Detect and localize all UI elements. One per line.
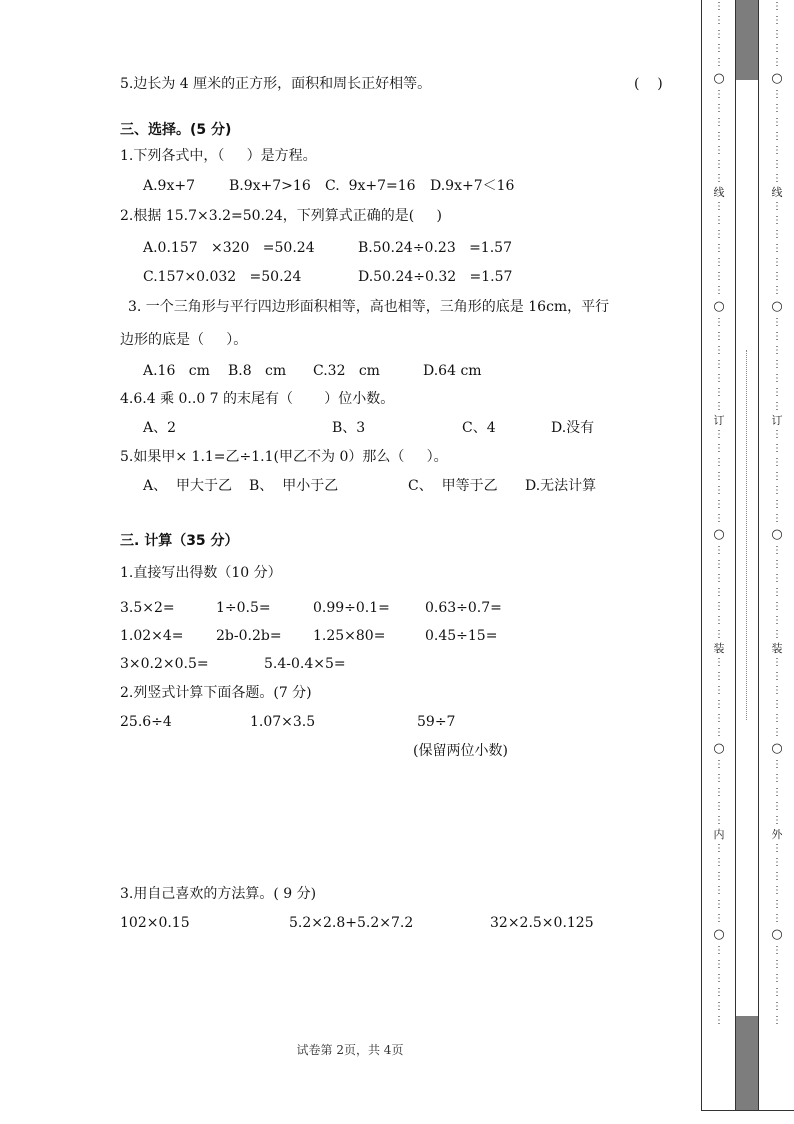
binding-label-inner-zhuang: 装 — [713, 642, 725, 655]
binding-label-inner-nei: 内 — [713, 828, 725, 841]
choice-q2-c: C.157×0.032 =50.24 — [143, 269, 302, 285]
choice-q1-stem: 1.下列各式中，（ ）是方程。 — [120, 148, 317, 164]
choice-q3-d: D.64 cm — [423, 363, 482, 379]
binding-gray-band-bottom — [736, 1016, 758, 1110]
choice-q5-b: B、 甲小于乙 — [249, 478, 339, 494]
choice-q3-stem-line2: 边形的底是（ ）。 — [120, 332, 248, 348]
binding-label-outer-zhuang: 装 — [771, 642, 783, 655]
calc-p2-title: 2.列竖式计算下面各题。(7 分) — [120, 685, 312, 701]
choice-q1-a: A.9x+7 — [143, 178, 196, 194]
choice-q3-b: B.8 cm — [228, 363, 287, 379]
binding-label-inner-xian: 线 — [713, 186, 725, 199]
binding-bottom-line — [701, 1110, 794, 1111]
calc-p3-item: 32×2.5×0.125 — [490, 915, 594, 931]
choice-q2-stem: 2.根据 15.7×3.2=50.24，下列算式正确的是( ) — [120, 208, 442, 224]
binding-circle: ○ — [713, 741, 725, 756]
choice-q1-c: C. 9x+7=16 — [325, 178, 416, 194]
choice-q3-stem-line1: 3. 一个三角形与平行四边形面积相等，高也相等，三角形的底是 16cm，平行 — [128, 299, 610, 315]
calc-p1-item: 0.63÷0.7= — [425, 600, 502, 616]
choice-q5-c: C、 甲等于乙 — [408, 478, 498, 494]
choice-q4-stem: 4.6.4 乘 0..0 7 的末尾有（ ）位小数。 — [120, 391, 395, 407]
choice-q1-b: B.9x+7>16 — [229, 178, 311, 194]
choice-q4-a: A、2 — [143, 420, 177, 436]
calc-p1-item: 0.45÷15= — [425, 628, 498, 644]
calc-p1-item: 1.25×80= — [313, 628, 386, 644]
calc-p2-item: 25.6÷4 — [120, 714, 172, 730]
choice-q2-d: D.50.24÷0.32 =1.57 — [358, 269, 513, 285]
binding-circle: ○ — [713, 527, 725, 542]
choice-q3-a: A.16 cm — [143, 363, 210, 379]
calc-p3-item: 5.2×2.8+5.2×7.2 — [289, 915, 414, 931]
choice-q3-c: C.32 cm — [313, 363, 380, 379]
calc-p1-item: 3×0.2×0.5= — [120, 656, 209, 672]
calc-p1-item: 2b-0.2b= — [216, 628, 282, 644]
choice-q5-stem: 5.如果甲× 1.1=乙÷1.1(甲乙不为 0）那么（ ）。 — [120, 449, 448, 465]
binding-circle: ○ — [771, 927, 783, 942]
binding-circle: ○ — [771, 299, 783, 314]
calc-p2-item: 1.07×3.5 — [250, 714, 316, 730]
calc-p1-title: 1.直接写出得数（10 分） — [120, 565, 282, 581]
calc-p1-item: 0.99÷0.1= — [313, 600, 390, 616]
binding-inner-dots: ⋮ ⋮ ⋮ ⋮ ⋮ ○ ⋮ ⋮ ⋮ ⋮ ⋮ ⋮ ⋮ 线 ⋮ ⋮ ⋮ ⋮ ⋮ ⋮ ⋮ ○ ⋮ ⋮ ⋮ ⋮ ⋮ ⋮ ⋮ 订 ⋮ ⋮ ⋮ ⋮ ⋮ ⋮ ⋮ ○ ⋮ ⋮ ⋮ ⋮ ⋮ ⋮ ⋮ 装 ⋮ ⋮ ⋮ ⋮ ⋮ ⋮ ○ ⋮ ⋮ ⋮ ⋮ ⋮ 内 ⋮ ⋮ ⋮ ⋮ ⋮ ⋮ ○ ⋮ ⋮ ⋮ ⋮ ⋮ ⋮ — [710, 0, 728, 1110]
choice-section-title: 三、选择。(5 分) — [120, 122, 232, 138]
choice-q2-a: A.0.157 ×320 =50.24 — [143, 240, 315, 256]
choice-q5-d: D.无法计算 — [525, 478, 597, 494]
calc-p1-item: 5.4-0.4×5= — [264, 656, 346, 672]
judge-q5-blank: ( ) — [634, 76, 663, 92]
calc-section-title: 三. 计算（35 分） — [120, 533, 239, 549]
binding-inner-guide — [746, 350, 748, 720]
calc-p3-item: 102×0.15 — [120, 915, 190, 931]
binding-circle: ○ — [771, 741, 783, 756]
page-footer: 试卷第 2页，共 4页 — [296, 1043, 404, 1057]
choice-q2-b: B.50.24÷0.23 =1.57 — [358, 240, 512, 256]
choice-q1-d: D.9x+7＜16 — [430, 178, 515, 194]
binding-gray-band-top — [736, 0, 758, 80]
binding-circle: ○ — [713, 71, 725, 86]
calc-p1-item: 3.5×2= — [120, 600, 175, 616]
binding-circle: ○ — [713, 927, 725, 942]
binding-label-outer-wai: 外 — [771, 828, 783, 841]
choice-q4-d: D.没有 — [551, 420, 595, 436]
binding-circle: ○ — [771, 527, 783, 542]
binding-border-line — [758, 0, 759, 1110]
calc-p1-item: 1÷0.5= — [216, 600, 271, 616]
calc-p3-title: 3.用自己喜欢的方法算。( 9 分) — [120, 886, 317, 902]
calc-p1-item: 1.02×4= — [120, 628, 184, 644]
binding-circle: ○ — [713, 299, 725, 314]
choice-q5-a: A、 甲大于乙 — [143, 478, 233, 494]
binding-label-inner-ding: 订 — [713, 414, 725, 427]
calc-p2-note: (保留两位小数) — [413, 743, 508, 759]
binding-label-outer-xian: 线 — [771, 186, 783, 199]
binding-border-line — [701, 0, 702, 1110]
binding-circle: ○ — [771, 71, 783, 86]
choice-q4-b: B、3 — [332, 420, 366, 436]
choice-q4-c: C、4 — [462, 420, 496, 436]
judge-q5: 5.边长为 4 厘米的正方形，面积和周长正好相等。 — [120, 76, 432, 92]
binding-border-line — [735, 0, 736, 1110]
calc-p2-item: 59÷7 — [417, 714, 456, 730]
binding-label-outer-ding: 订 — [771, 414, 783, 427]
binding-outer-dots: ⋮ ⋮ ⋮ ⋮ ⋮ ○ ⋮ ⋮ ⋮ ⋮ ⋮ ⋮ ⋮ 线 ⋮ ⋮ ⋮ ⋮ ⋮ ⋮ ⋮ ○ ⋮ ⋮ ⋮ ⋮ ⋮ ⋮ ⋮ 订 ⋮ ⋮ ⋮ ⋮ ⋮ ⋮ ⋮ ○ ⋮ ⋮ ⋮ ⋮ ⋮ ⋮ ⋮ 装 ⋮ ⋮ ⋮ ⋮ ⋮ ⋮ ○ ⋮ ⋮ ⋮ ⋮ ⋮ 外 ⋮ ⋮ ⋮ ⋮ ⋮ ⋮ ○ ⋮ ⋮ ⋮ ⋮ ⋮ ⋮ — [768, 0, 786, 1110]
